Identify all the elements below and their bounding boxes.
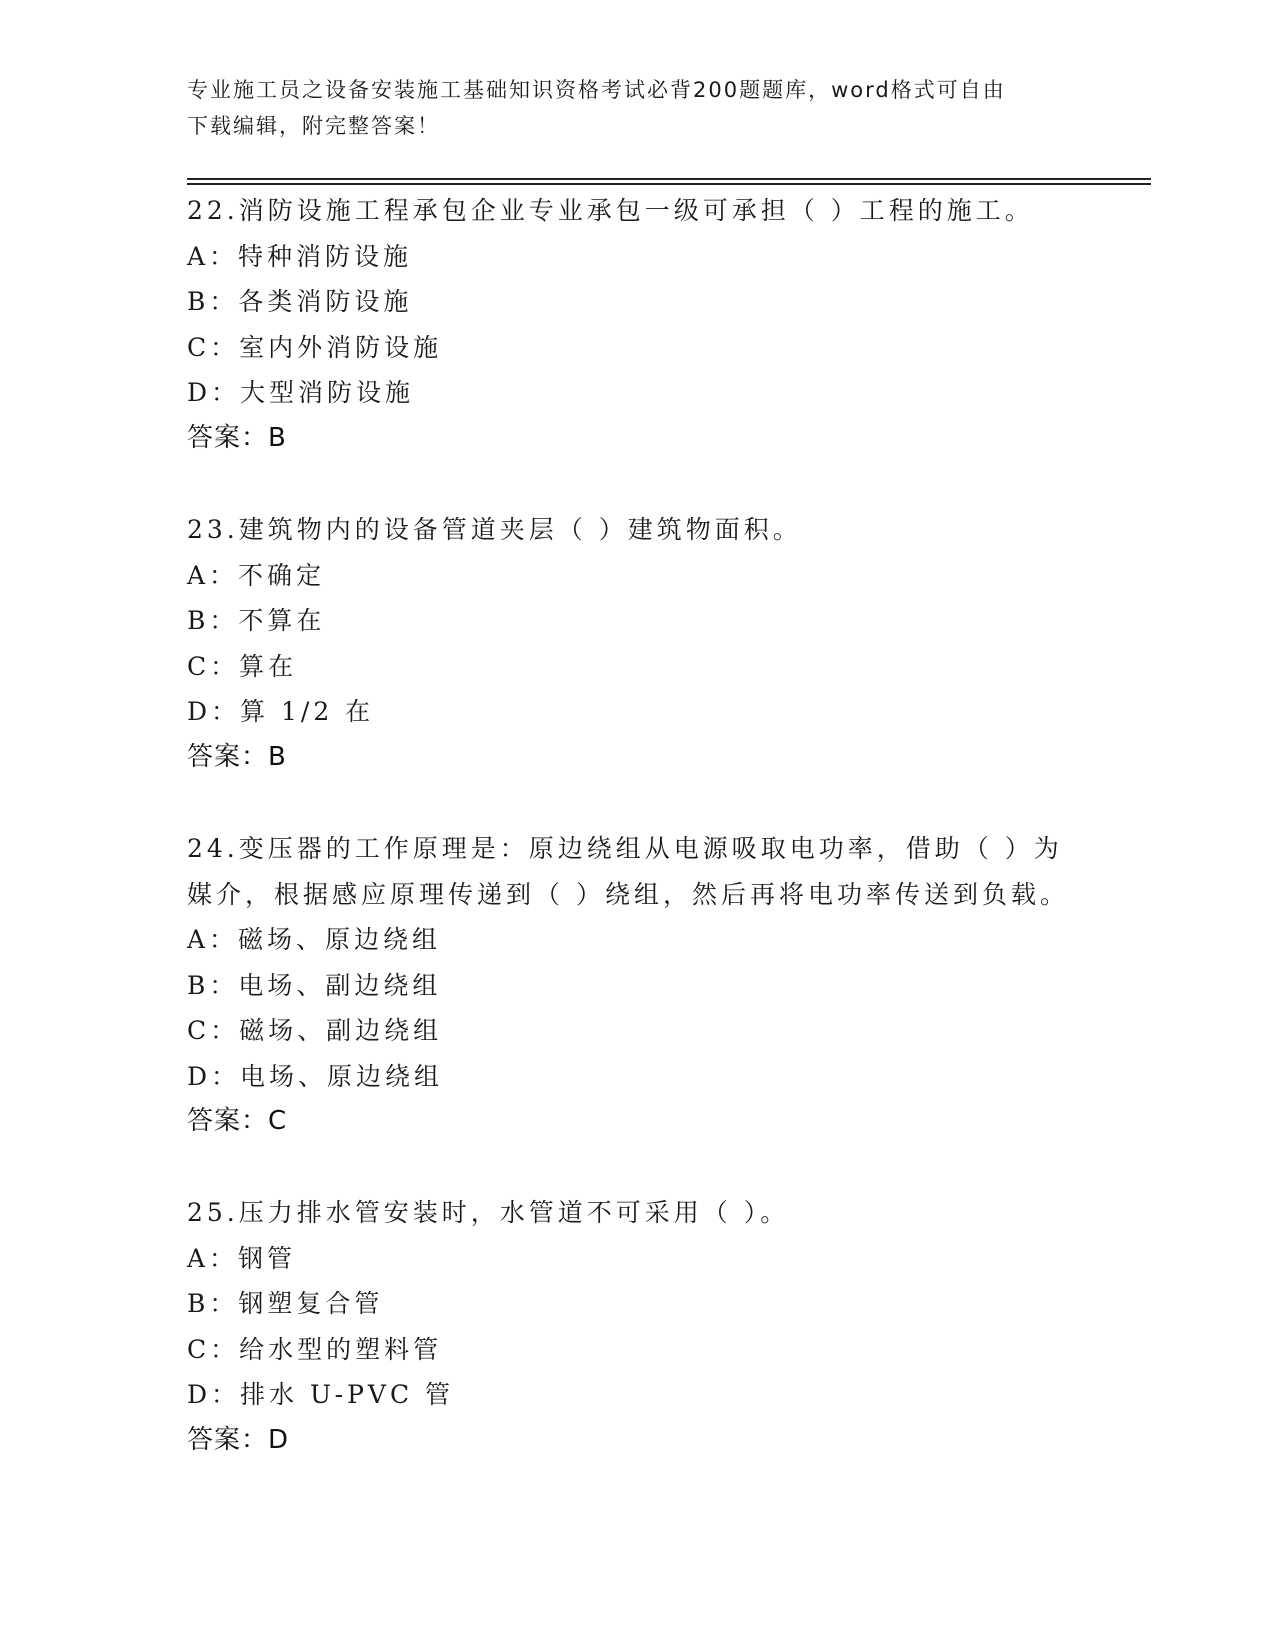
header-divider-bottom	[187, 183, 1151, 185]
answer-label: 答案：C	[187, 1106, 288, 1136]
option-b: B：各类消防设施	[187, 287, 413, 316]
header-line-1: 专业施工员之设备安装施工基础知识资格考试必背200题题库，word格式可自由	[187, 78, 1006, 102]
question-stem-line: 媒介，根据感应原理传递到（ ）绕组，然后再将电功率传送到负载。	[187, 879, 1069, 909]
answer-label: 答案：D	[187, 1424, 290, 1455]
question-25	[187, 1190, 1087, 1463]
option-c: C：算在	[187, 651, 298, 681]
question-stem	[187, 507, 1087, 553]
option-c: C：磁场、副边绕组	[187, 1016, 443, 1045]
header-line-2: 下载编辑，附完整答案！	[187, 114, 440, 138]
option-d: D：电场、原边绕组	[187, 1061, 444, 1091]
question-stem-line: 23.建筑物内的设备管道夹层（ ）建筑物面积。	[187, 515, 802, 544]
option-b: B：电场、副边绕组	[187, 970, 442, 1000]
question-stem-line: 24.变压器的工作原理是：原边绕组从电源吸取电功率，借助（ ）为	[187, 834, 1063, 863]
question-stem	[187, 188, 1087, 234]
document-header	[187, 72, 1077, 144]
question-23	[187, 507, 1087, 780]
question-stem	[187, 826, 1087, 917]
option-b: B：钢塑复合管	[187, 1289, 384, 1318]
option-b: B：不算在	[187, 606, 326, 635]
option-c: C：给水型的塑料管	[187, 1334, 443, 1364]
header-divider-top	[187, 178, 1151, 180]
option-c: C：室内外消防设施	[187, 332, 443, 362]
question-stem	[187, 1190, 1087, 1236]
option-a: A：不确定	[187, 560, 326, 590]
answer-label: 答案：B	[187, 422, 287, 453]
option-a: A：钢管	[187, 1243, 297, 1273]
question-stem-line: 25.压力排水管安装时，水管道不可采用（ ）。	[187, 1198, 790, 1227]
question-24	[187, 826, 1087, 1145]
option-a: A：特种消防设施	[187, 241, 413, 271]
option-a: A：磁场、原边绕组	[187, 925, 442, 954]
answer-label: 答案：B	[187, 741, 287, 772]
option-d: D：大型消防设施	[187, 378, 415, 407]
option-d: D：排水 U-PVC 管	[187, 1380, 455, 1409]
question-22	[187, 188, 1087, 461]
option-d: D：算 1/2 在	[187, 697, 375, 726]
question-stem-line: 22.消防设施工程承包企业专业承包一级可承担（ ）工程的施工。	[187, 196, 1034, 225]
